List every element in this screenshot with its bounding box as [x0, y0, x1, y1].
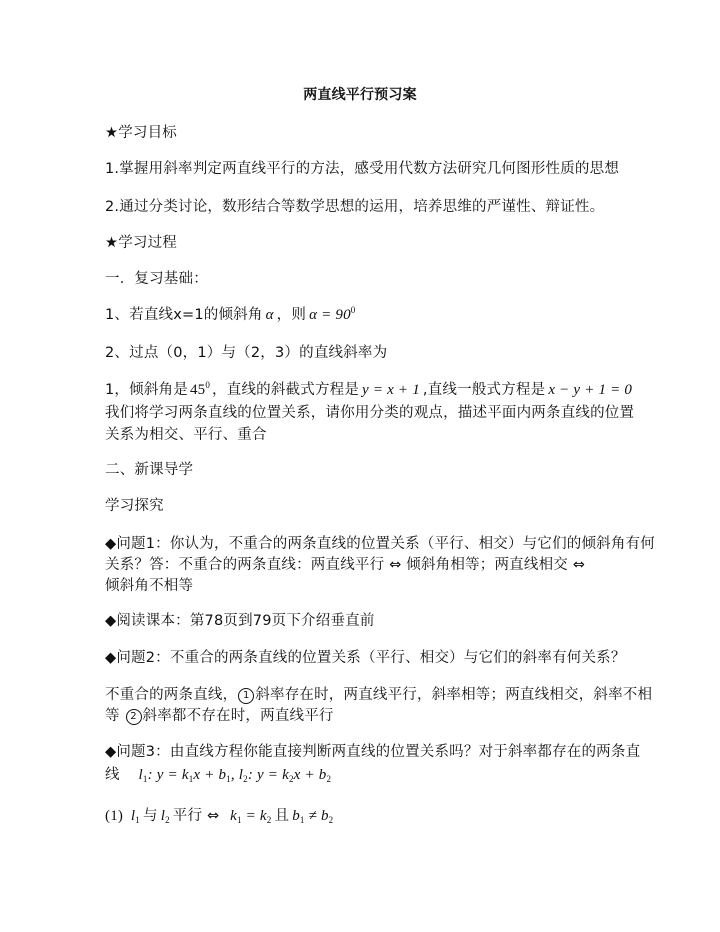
item-1-neq: ≠ b — [304, 808, 329, 824]
review-item-3 — [105, 381, 635, 399]
general-equation: x − y + 1 = 0 — [548, 382, 633, 398]
formula-part-1: : y = k — [147, 767, 189, 783]
item-1-l2-letter: l — [160, 808, 166, 824]
angle-number: 45 — [189, 382, 206, 398]
formula-part-3: , l — [230, 767, 244, 783]
explore-heading: 学习探究 — [105, 498, 164, 514]
review-1-prefix: 1、若直线x=1的倾斜角 — [105, 307, 263, 323]
alpha-symbol: α — [265, 307, 274, 323]
review-heading: 一．复习基础： — [105, 271, 208, 287]
item-1-k2-sub: 2 — [266, 815, 272, 825]
item-1-k-equal — [230, 808, 271, 824]
circled-number-2: 2 — [126, 709, 142, 725]
item-1-eq: = k — [241, 808, 267, 824]
goal-1: 1.掌握用斜率判定两直线平行的方法，感受用代数方法研究几何图形性质的思想 — [105, 161, 620, 177]
formula-k1-sub: 1 — [188, 774, 194, 784]
question-3-line-2 — [105, 766, 334, 784]
answer-2-b: 斜率存在时，两直线平行，斜率相等；两直线相交，斜率不相 — [255, 687, 653, 703]
goal-2: 2.通过分类讨论，数形结合等数学思想的运用，培养思维的严谨性、辩证性。 — [105, 199, 605, 215]
review-3-prefix: 1，倾斜角是 — [105, 382, 188, 398]
item-1-with: 与 — [142, 808, 158, 824]
item-1-l1-letter: l — [130, 808, 136, 824]
formula-l1: l — [138, 767, 143, 783]
goal-heading: ★学习目标 — [105, 125, 177, 141]
question-1-line-1: ◆问题1：你认为，不重合的两条直线的位置关系（平行、相交）与它们的倾斜角有何 — [105, 536, 655, 552]
item-1-parallel: 平行 ⇔ — [172, 808, 220, 824]
angle-sup: 0 — [205, 380, 211, 390]
circled-number-1: 1 — [238, 688, 254, 704]
question-1-line-2: 关系？答：不重合的两条直线：两直线平行 ⇔ 倾斜角相等；两直线相交 ⇔ — [105, 557, 586, 573]
alpha-formula-text: α = 90 — [309, 307, 351, 323]
formula-k2-sub: 2 — [288, 774, 294, 784]
item-1-l1-sub: 1 — [135, 815, 140, 825]
review-item-2: 2、过点（0，1）与（2，3）的直线斜率为 — [105, 345, 388, 361]
formula-part-2: x + b — [193, 767, 227, 783]
review-3-mid2: ,直线一般式方程是 — [422, 382, 546, 398]
item-1-number: (1) — [105, 808, 124, 824]
item-1-k1-sub: 1 — [237, 815, 242, 825]
item-1-l1 — [131, 808, 140, 824]
slope-intercept-equation: y = x + 1 — [362, 382, 420, 398]
review-item-1 — [105, 306, 358, 324]
item-1-b2-sub: 2 — [328, 815, 334, 825]
item-1-l2-sub: 2 — [165, 815, 170, 825]
answer-2-line-2 — [105, 707, 334, 725]
formula-l2-sub: 2 — [243, 774, 248, 784]
formula-l1-sub: 1 — [142, 774, 148, 784]
process-heading: ★学习过程 — [105, 235, 177, 251]
answer-2-line-1 — [105, 686, 652, 704]
angle-value — [190, 382, 210, 398]
answer-2-a: 不重合的两条直线， — [105, 687, 238, 703]
question-1-line-3: 倾斜角不相等 — [105, 578, 194, 594]
intro-line-1: 我们将学习两条直线的位置关系，请你用分类的观点，描述平面内两条直线的位置 — [105, 405, 635, 421]
formula-part-4: : y = k — [247, 767, 289, 783]
page-title: 两直线平行预习案 — [303, 87, 417, 103]
formula-b1-sub: 1 — [226, 774, 231, 784]
reading-note: ◆阅读课本：第78页到79页下介绍垂直前 — [105, 613, 375, 629]
line-equations-formula — [139, 767, 332, 783]
item-1-k1-letter: k — [230, 808, 237, 824]
answer-2-d: 斜率都不存在时，两直线平行 — [142, 708, 334, 724]
alpha-formula — [309, 307, 355, 323]
item-1-b1-letter: b — [292, 808, 300, 824]
question-3-prefix: 线 — [105, 767, 120, 783]
review-1-mid: ，则 — [276, 307, 307, 323]
review-3-mid: ，直线的斜截式方程是 — [212, 382, 360, 398]
item-1-b-not-equal — [292, 808, 333, 824]
answer-2-c: 等 — [105, 708, 120, 724]
item-1-parallel-condition — [105, 807, 336, 825]
formula-b2-sub: 2 — [326, 774, 332, 784]
item-1-b1-sub: 1 — [299, 815, 305, 825]
question-3-line-1: ◆问题3：由直线方程你能直接判断两直线的位置关系吗？对于斜率都存在的两条直 — [105, 744, 641, 760]
question-2: ◆问题2：不重合的两条直线的位置关系（平行、相交）与它们的斜率有何关系？ — [105, 650, 626, 666]
alpha-formula-sup: 0 — [350, 305, 356, 315]
item-1-and: 且 — [274, 808, 290, 824]
formula-part-5: x + b — [293, 767, 327, 783]
new-lesson-heading: 二、新课导学 — [105, 462, 194, 478]
item-1-l2 — [161, 808, 170, 824]
intro-line-2: 关系为相交、平行、重合 — [105, 427, 267, 443]
